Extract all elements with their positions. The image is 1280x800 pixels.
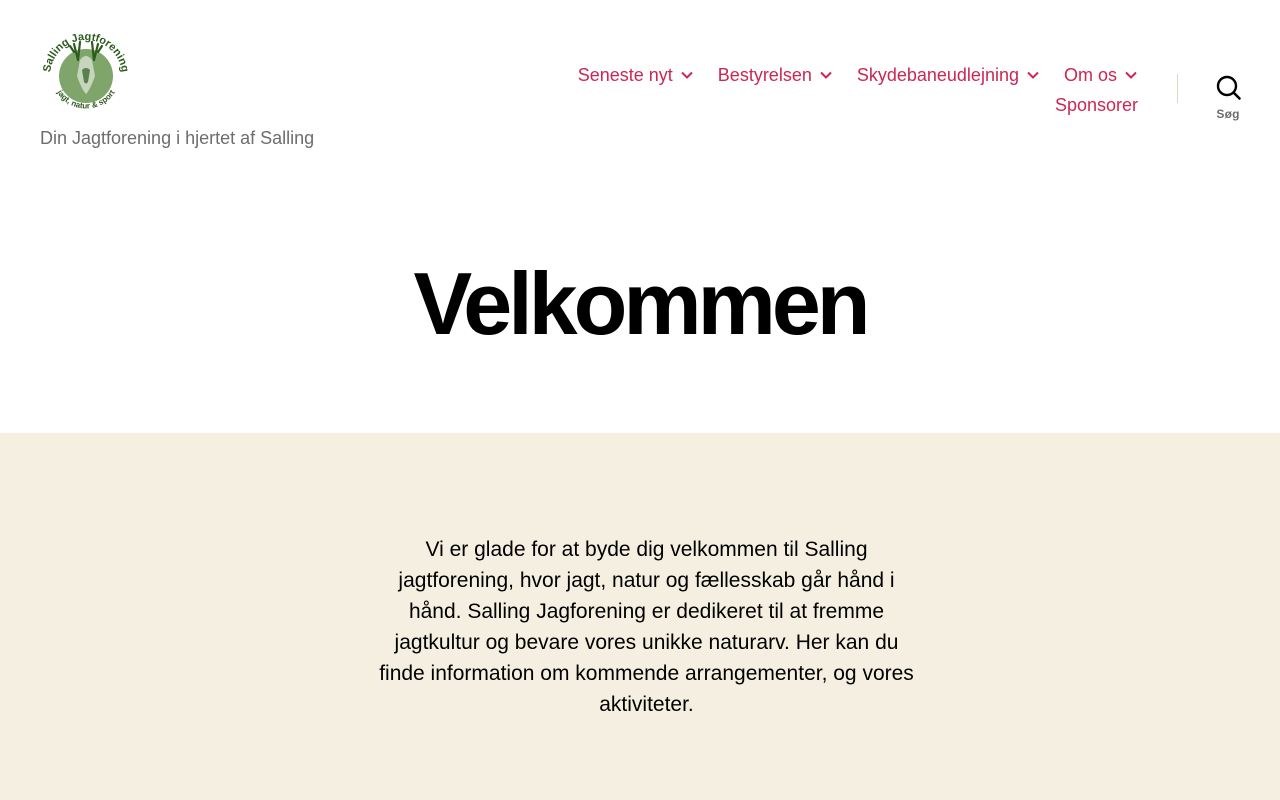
page-title: Velkommen — [413, 254, 867, 353]
logo-text-bottom: jagt, natur & sport — [55, 88, 117, 111]
nav-item-bestyrelsen[interactable] — [718, 65, 833, 86]
nav-item-skydebaneudlejning[interactable] — [857, 65, 1040, 86]
nav-item-label: Seneste nyt — [577, 64, 673, 85]
chevron-down-icon[interactable] — [819, 68, 833, 82]
nav-item-om-os[interactable] — [1064, 65, 1138, 86]
nav-item-label: Om os — [1063, 64, 1117, 85]
intro-paragraph: Vi er glade for at byde dig velkommen til Salling jagtforening, hvor jagt, natur og fællesskab går hånd i hånd. Salling Jagforening er dedikeret til at fremme jagtkultur og bevare vores unikke naturarv. Her kan du finde information om kommende arrangementer, og vores aktiviteter. — [379, 538, 914, 716]
content-section — [0, 433, 1280, 800]
logo-text-top: Salling Jagtforening — [41, 30, 131, 74]
deer-logo-icon — [40, 30, 132, 118]
nav-item-label: Sponsorer — [1054, 94, 1138, 115]
site-tagline: Din Jagtforening i hjertet af Salling — [40, 128, 315, 148]
nav-item-label: Bestyrelsen — [717, 64, 812, 85]
nav-item-seneste-nyt[interactable] — [578, 65, 694, 86]
chevron-down-icon[interactable] — [1124, 68, 1138, 82]
primary-navigation — [498, 60, 1138, 120]
chevron-down-icon[interactable] — [680, 68, 694, 82]
search-icon — [1215, 74, 1242, 101]
chevron-down-icon[interactable] — [1026, 68, 1040, 82]
nav-item-label: Skydebaneudlejning — [856, 64, 1019, 85]
header-divider — [1177, 74, 1178, 103]
nav-row-1 — [498, 60, 1138, 90]
search-label: Søg — [1216, 107, 1240, 121]
nav-item-sponsorer[interactable] — [1055, 95, 1138, 116]
site-logo[interactable] — [40, 30, 132, 118]
nav-row-2 — [498, 90, 1138, 120]
search-toggle-button[interactable] — [1200, 74, 1256, 130]
